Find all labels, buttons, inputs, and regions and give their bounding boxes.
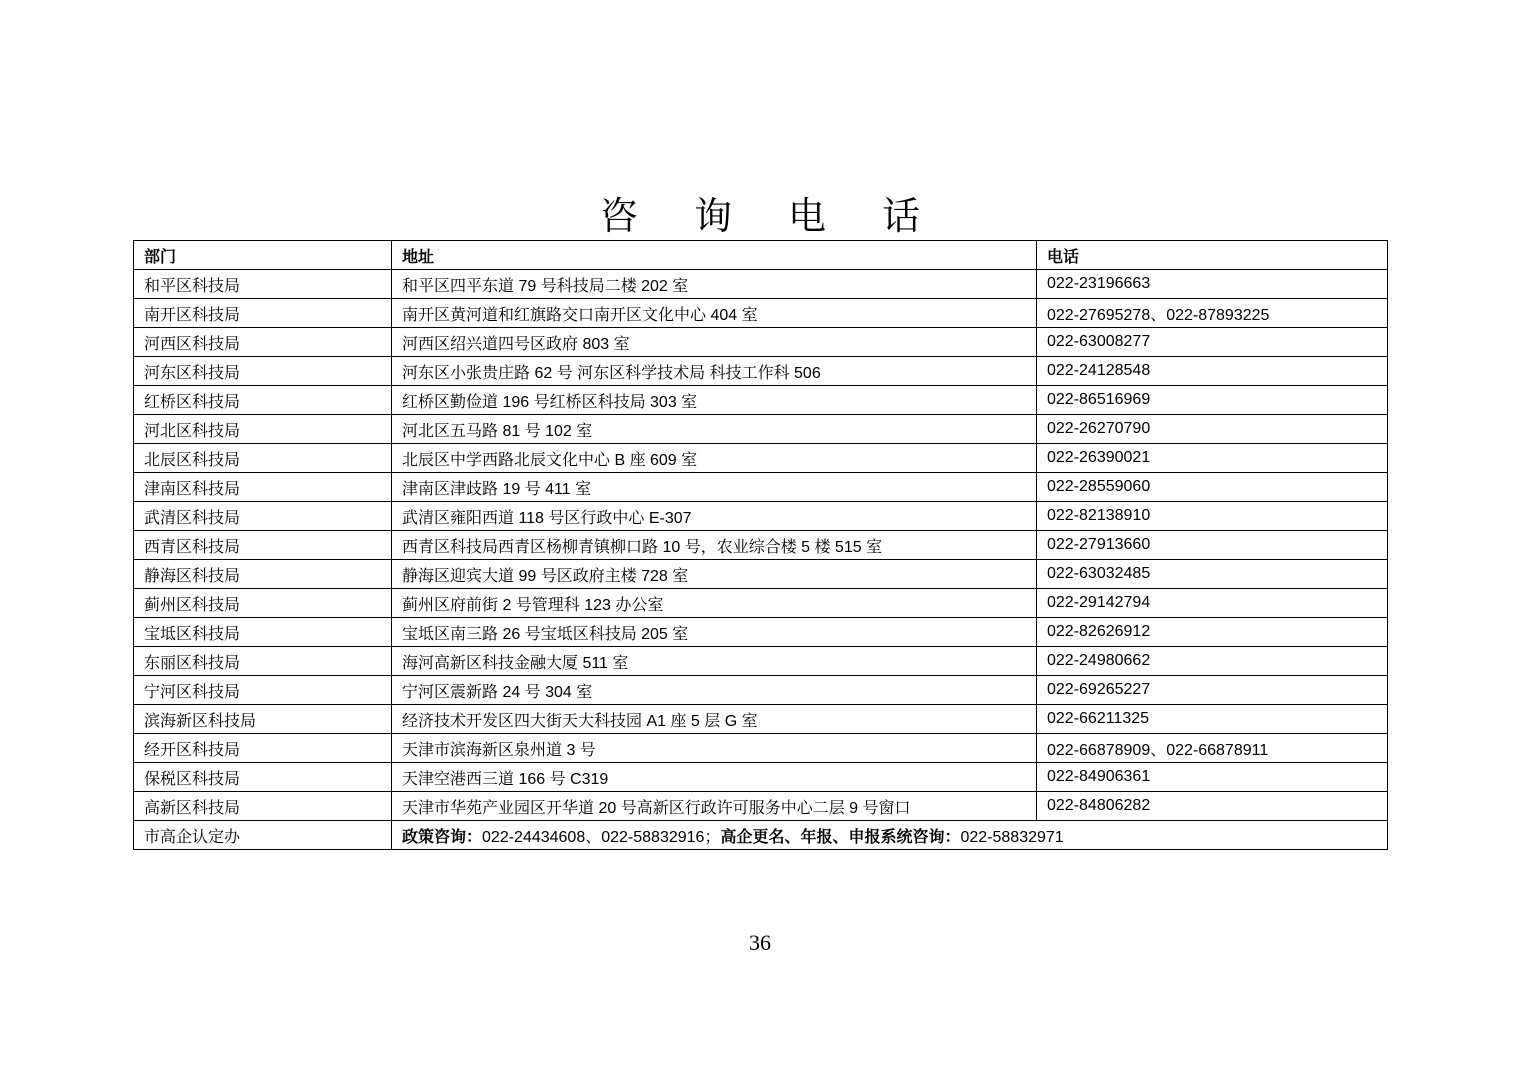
table-row — [134, 647, 1388, 676]
address-cell: 天津空港西三道 166 号 C319 — [392, 763, 1037, 792]
address-cell: 静海区迎宾大道 99 号区政府主楼 728 室 — [392, 560, 1037, 589]
address-cell: 西青区科技局西青区杨柳青镇柳口路 10 号，农业综合楼 5 楼 515 室 — [392, 531, 1037, 560]
address-cell: 河西区绍兴道四号区政府 803 室 — [392, 328, 1037, 357]
city-office-contacts — [392, 821, 1388, 850]
phone-cell: 022-29142794 — [1037, 589, 1388, 618]
address-cell: 津南区津歧路 19 号 411 室 — [392, 473, 1037, 502]
phone-cell: 022-66878909、022-66878911 — [1037, 734, 1388, 763]
table-row — [134, 705, 1388, 734]
table-row — [134, 560, 1388, 589]
address-cell: 南开区黄河道和红旗路交口南开区文化中心 404 室 — [392, 299, 1037, 328]
phone-cell: 022-28559060 — [1037, 473, 1388, 502]
address-cell: 河北区五马路 81 号 102 室 — [392, 415, 1037, 444]
table-header-row — [134, 241, 1388, 270]
phone-cell: 022-82138910 — [1037, 502, 1388, 531]
table-row — [134, 763, 1388, 792]
phone-cell: 022-26270790 — [1037, 415, 1388, 444]
table-row — [134, 502, 1388, 531]
phone-cell: 022-66211325 — [1037, 705, 1388, 734]
phone-cell: 022-84806282 — [1037, 792, 1388, 821]
address-cell: 宁河区震新路 24 号 304 室 — [392, 676, 1037, 705]
department-cell: 西青区科技局 — [134, 531, 392, 560]
system-consult-label: 高企更名、年报、申报系统咨询： — [720, 828, 961, 846]
phone-cell: 022-26390021 — [1037, 444, 1388, 473]
phone-cell: 022-27913660 — [1037, 531, 1388, 560]
address-cell: 天津市华苑产业园区开华道 20 号高新区行政许可服务中心二层 9 号窗口 — [392, 792, 1037, 821]
phone-cell: 022-23196663 — [1037, 270, 1388, 299]
table-row — [134, 415, 1388, 444]
department-cell: 河东区科技局 — [134, 357, 392, 386]
header-phone: 电话 — [1037, 241, 1388, 270]
phone-cell: 022-63032485 — [1037, 560, 1388, 589]
department-cell: 东丽区科技局 — [134, 647, 392, 676]
department-cell: 蓟州区科技局 — [134, 589, 392, 618]
address-cell: 河东区小张贵庄路 62 号 河东区科学技术局 科技工作科 506 — [392, 357, 1037, 386]
address-cell: 武清区雍阳西道 118 号区行政中心 E-307 — [392, 502, 1037, 531]
phone-cell: 022-82626912 — [1037, 618, 1388, 647]
address-cell: 经济技术开发区四大街天大科技园 A1 座 5 层 G 室 — [392, 705, 1037, 734]
department-cell: 和平区科技局 — [134, 270, 392, 299]
table-row — [134, 676, 1388, 705]
phone-cell: 022-24128548 — [1037, 357, 1388, 386]
department-cell: 津南区科技局 — [134, 473, 392, 502]
table-row — [134, 444, 1388, 473]
contact-table — [133, 240, 1388, 850]
address-cell: 北辰区中学西路北辰文化中心 B 座 609 室 — [392, 444, 1037, 473]
table-row — [134, 357, 1388, 386]
table-row — [134, 531, 1388, 560]
table-row-city-office — [134, 821, 1388, 850]
phone-cell: 022-86516969 — [1037, 386, 1388, 415]
phone-cell: 022-84906361 — [1037, 763, 1388, 792]
page-title: 咨 询 电 话 — [599, 194, 943, 238]
table-row — [134, 734, 1388, 763]
department-cell: 河北区科技局 — [134, 415, 392, 444]
address-cell: 天津市滨海新区泉州道 3 号 — [392, 734, 1037, 763]
department-cell: 红桥区科技局 — [134, 386, 392, 415]
table-row — [134, 589, 1388, 618]
table-row — [134, 328, 1388, 357]
table-body — [134, 270, 1388, 821]
department-cell: 保税区科技局 — [134, 763, 392, 792]
department-cell: 滨海新区科技局 — [134, 705, 392, 734]
phone-cell: 022-27695278、022-87893225 — [1037, 299, 1388, 328]
department-cell: 经开区科技局 — [134, 734, 392, 763]
page-number: 36 — [749, 930, 771, 955]
table-row — [134, 473, 1388, 502]
department-cell: 高新区科技局 — [134, 792, 392, 821]
department-cell: 宁河区科技局 — [134, 676, 392, 705]
header-address: 地址 — [392, 241, 1037, 270]
table-row — [134, 792, 1388, 821]
table-row — [134, 270, 1388, 299]
policy-consult-phones: 022-24434608、022-58832916； — [482, 828, 721, 846]
department-cell: 南开区科技局 — [134, 299, 392, 328]
system-consult-phone: 022-58832971 — [960, 828, 1064, 846]
department-cell: 静海区科技局 — [134, 560, 392, 589]
table-row — [134, 618, 1388, 647]
department-cell: 北辰区科技局 — [134, 444, 392, 473]
phone-cell: 022-63008277 — [1037, 328, 1388, 357]
address-cell: 蓟州区府前街 2 号管理科 123 办公室 — [392, 589, 1037, 618]
department-cell: 武清区科技局 — [134, 502, 392, 531]
table-row — [134, 386, 1388, 415]
header-department: 部门 — [134, 241, 392, 270]
address-cell: 红桥区勤俭道 196 号红桥区科技局 303 室 — [392, 386, 1037, 415]
address-cell: 和平区四平东道 79 号科技局二楼 202 室 — [392, 270, 1037, 299]
phone-cell: 022-69265227 — [1037, 676, 1388, 705]
address-cell: 海河高新区科技金融大厦 511 室 — [392, 647, 1037, 676]
phone-cell: 022-24980662 — [1037, 647, 1388, 676]
city-office-department: 市高企认定办 — [134, 821, 392, 850]
department-cell: 宝坻区科技局 — [134, 618, 392, 647]
table-row — [134, 299, 1388, 328]
policy-consult-label: 政策咨询： — [402, 828, 483, 846]
department-cell: 河西区科技局 — [134, 328, 392, 357]
address-cell: 宝坻区南三路 26 号宝坻区科技局 205 室 — [392, 618, 1037, 647]
